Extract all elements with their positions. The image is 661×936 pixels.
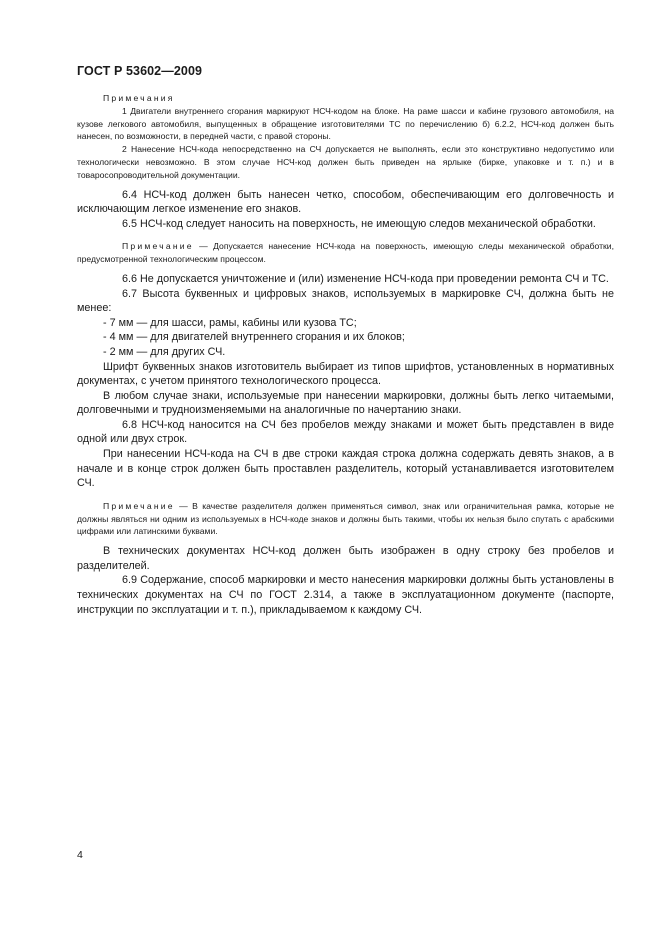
clause-6-9: 6.9 Содержание, способ маркировки и место нанесения маркировки должны быть установлены в технических документах на СЧ по ГОСТ 2.314, а также в эксплуатационном документе (паспорте, инструкции по эксплуатации и т. п.), прикладываемом к каждому СЧ. — [77, 574, 614, 616]
paragraph-readability: В любом случае знаки, используемые при нанесении маркировки, должны быть легко читаемыми, долговечными и трудноизменяемыми на аналогичные по начертанию знаки. — [77, 389, 614, 417]
clause-6-7: 6.7 Высота буквенных и цифровых знаков, используемых в маркировке СЧ, должна быть не менее: — [77, 287, 614, 315]
list-item: - 4 мм — для двигателей внутреннего сгорания и их блоков; — [103, 331, 405, 344]
note-item-2: 2 Нанесение НСЧ-кода непосредственно на СЧ допускается не выполнять, если это конструктивно недопустимо или технологически невозможно. В этом случае НСЧ-код должен быть приведен на ярлыке (бирке, упаковке и т. п.) и в товаросопроводительной документации. — [77, 144, 614, 180]
paragraph-two-lines: При нанесении НСЧ-кода на СЧ в две строки каждая строка должна содержать девять знаков, а в начале и в конце строк должен быть проставлен разделитель, который устанавливается изготовителем СЧ. — [77, 448, 614, 490]
note-text: — Допускается нанесение НСЧ-кода на поверхность, имеющую следы механической обработки, предусмотренной технологическим процессом. — [77, 241, 614, 265]
paragraph-technical-docs: В технических документах НСЧ-код должен быть изображен в одну строку без пробелов и разделителей. — [77, 545, 614, 572]
notes-heading: Примечания — [103, 93, 175, 103]
note-label: Примечание — [122, 241, 194, 252]
paragraph-font: Шрифт буквенных знаков изготовитель выбирает из типов шрифтов, установленных в нормативных документах, с учетом принятого технологического процесса. — [77, 360, 614, 388]
document-body — [77, 92, 614, 617]
list-item: - 7 мм — для шасси, рамы, кабины или кузова ТС; — [103, 316, 357, 329]
page-number: 4 — [77, 849, 83, 861]
document-header: ГОСТ Р 53602—2009 — [77, 64, 203, 78]
list-item: - 2 мм — для других СЧ. — [103, 345, 226, 358]
clause-6-5: 6.5 НСЧ-код следует наносить на поверхность, не имеющую следов механической обработки. — [122, 217, 596, 230]
note-label: Примечание — [103, 500, 175, 511]
clause-6-4: 6.4 НСЧ-код должен быть нанесен четко, способом, обеспечивающим его долговечность и исключающим легкое изменение его знаков. — [77, 188, 614, 216]
note-separator — [77, 500, 614, 538]
clause-6-6: 6.6 Не допускается уничтожение и (или) изменение НСЧ-кода при проведении ремонта СЧ и ТС. — [122, 272, 609, 285]
clause-6-8: 6.8 НСЧ-код наносится на СЧ без пробелов между знаками и может быть представлен в виде одной или двух строк. — [77, 418, 614, 446]
note-machining — [77, 240, 614, 266]
note-text: — В качестве разделителя должен применяться символ, знак или ограничительная рамка, которые не должны являться ни одним из используемых в НСЧ-коде знаков и должны быть такими, чтобы их нельзя было спутать с арабскими цифрами или латинскими буквами. — [77, 500, 614, 537]
note-item-1: 1 Двигатели внутреннего сгорания маркируют НСЧ-кодом на блоке. На раме шасси и кабине грузового автомобиля, на кузове легкового автомобиля, выпущенных в обращение изготовителями ТС по перечислению б) 6.2.2, НСЧ-код должен быть нанесен, по возможности, в передней части, с правой стороны. — [77, 105, 614, 142]
